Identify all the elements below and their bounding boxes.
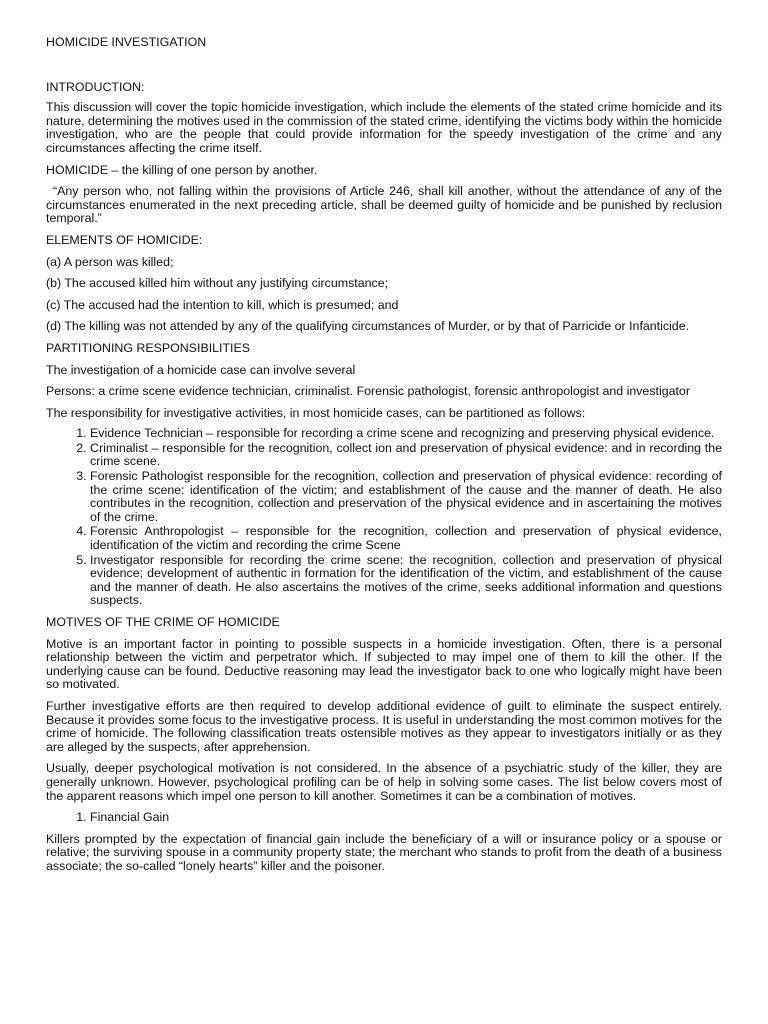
elements-heading: ELEMENTS OF HOMICIDE: [46,232,203,247]
partition-paragraph: The investigation of a homicide case can involve several [46,362,356,377]
motives-heading: MOTIVES OF THE CRIME OF HOMICIDE [46,615,280,629]
list-item: 1. Evidence Technician – responsible for recording a crime scene and recognizing and preserving physical evidence. [90,427,722,441]
document-title: HOMICIDE INVESTIGATION [46,35,207,49]
element-item: (c) The accused had the intention to kill, which is presumed; and [46,297,399,312]
list-item: 2. Criminalist – responsible for the recognition, collect ion and preservation of physical evidence: and in recording the crime scene. [90,442,722,469]
motives-paragraph: Usually, deeper psychological motivation is not considered. In the absence of a psychiatric study of the killer, they are generally unknown. However, psychological profiling can be of help in solving some cases. The list below covers most of the apparent reasons which impel one person to kill another. Sometimes it can be a combination of motives. [46,761,722,803]
list-item: 1. Financial Gain [90,811,722,825]
motives-paragraph: Further investigative efforts are then required to develop additional evidence of guilt to eliminate the suspect entirely. Because it provides some focus to the investigative process. It is useful in understanding the most common motives for the crime of homicide. The following classification treats ostensible motives as they appear to investigators initially or as they are alleged by the suspects, after apprehension. [46,698,722,754]
intro-heading: INTRODUCTION: [46,79,145,94]
intro-paragraph: This discussion will cover the topic homicide investigation, which include the elements of the stated crime homicide and its nature, determining the motives used in the commission of the stated crime, identifying the victims body within the homicide investigation, who are the people that could provide information for the speedy investigation of the crime and any circumstances affecting the crime itself. [46,100,722,155]
motives-paragraph: Motive is an important factor in pointing to possible suspects in a homicide investigation. Often, there is a personal relationship between the victim and perpetrator which. If subjected to may impel one of them to kill the other. If the underlying cause can be found. Deductive reasoning may lead the investigator back to one who logically might have been so motivated. [46,636,722,692]
financial-gain-paragraph: Killers prompted by the expectation of financial gain include the beneficiary of a will or insurance policy or a spouse or relative; the surviving spouse in a community property state; the merchant who stands to profit from the death of a business associate; the so-called “lonely hearts” killer and the poisoner. [46,831,722,873]
partition-heading: PARTITIONING RESPONSIBILITIES [46,340,251,355]
article-quote: “Any person who, not falling within the provisions of Article 246, shall kill another, without the attendance of any of the circumstances enumerated in the next preceding article, shall be deemed guilty of homicide and be punished by reclusion temporal.” [46,184,722,226]
responsibilities-list [46,427,722,608]
partition-paragraph: Persons: a crime scene evidence technician, criminalist. Forensic pathologist, forensic anthropologist and investigator [46,384,690,399]
list-item: 4. Forensic Anthropologist – responsible for the recognition, collection and preservation of physical evidence, identification of the victim and recording the crime Scene [90,525,722,552]
element-item: (a) A person was killed; [46,254,174,269]
element-item: (d) The killing was not attended by any of the qualifying circumstances of Murder, or by that of Parricide or Infanticide. [46,319,690,334]
list-item: 5. Investigator responsible for recording the crime scene: the recognition, collection and preservation of physical evidence; development of authentic in formation for the identification of the victim, and establishment of the cause and the manner of death. He also ascertains the motives of the crime, seeks additional information and questions suspects. [90,554,722,608]
list-item: 3. Forensic Pathologist responsible for the recognition, collection and preservation of physical evidence: recording of the crime scene: identification of the victim; and establishment of the cause and the manner of death. He also contributes in the recognition, collection and preservation of the physical evidence and in ascertaining the motives of the crime. [90,470,722,524]
homicide-definition: HOMICIDE – the killing of one person by another. [46,162,318,177]
partition-paragraph: The responsibility for investigative activities, in most homicide cases, can be partitioned as follows: [46,405,586,420]
element-item: (b) The accused killed him without any justifying circumstance; [46,276,389,291]
motive-list [46,811,722,825]
